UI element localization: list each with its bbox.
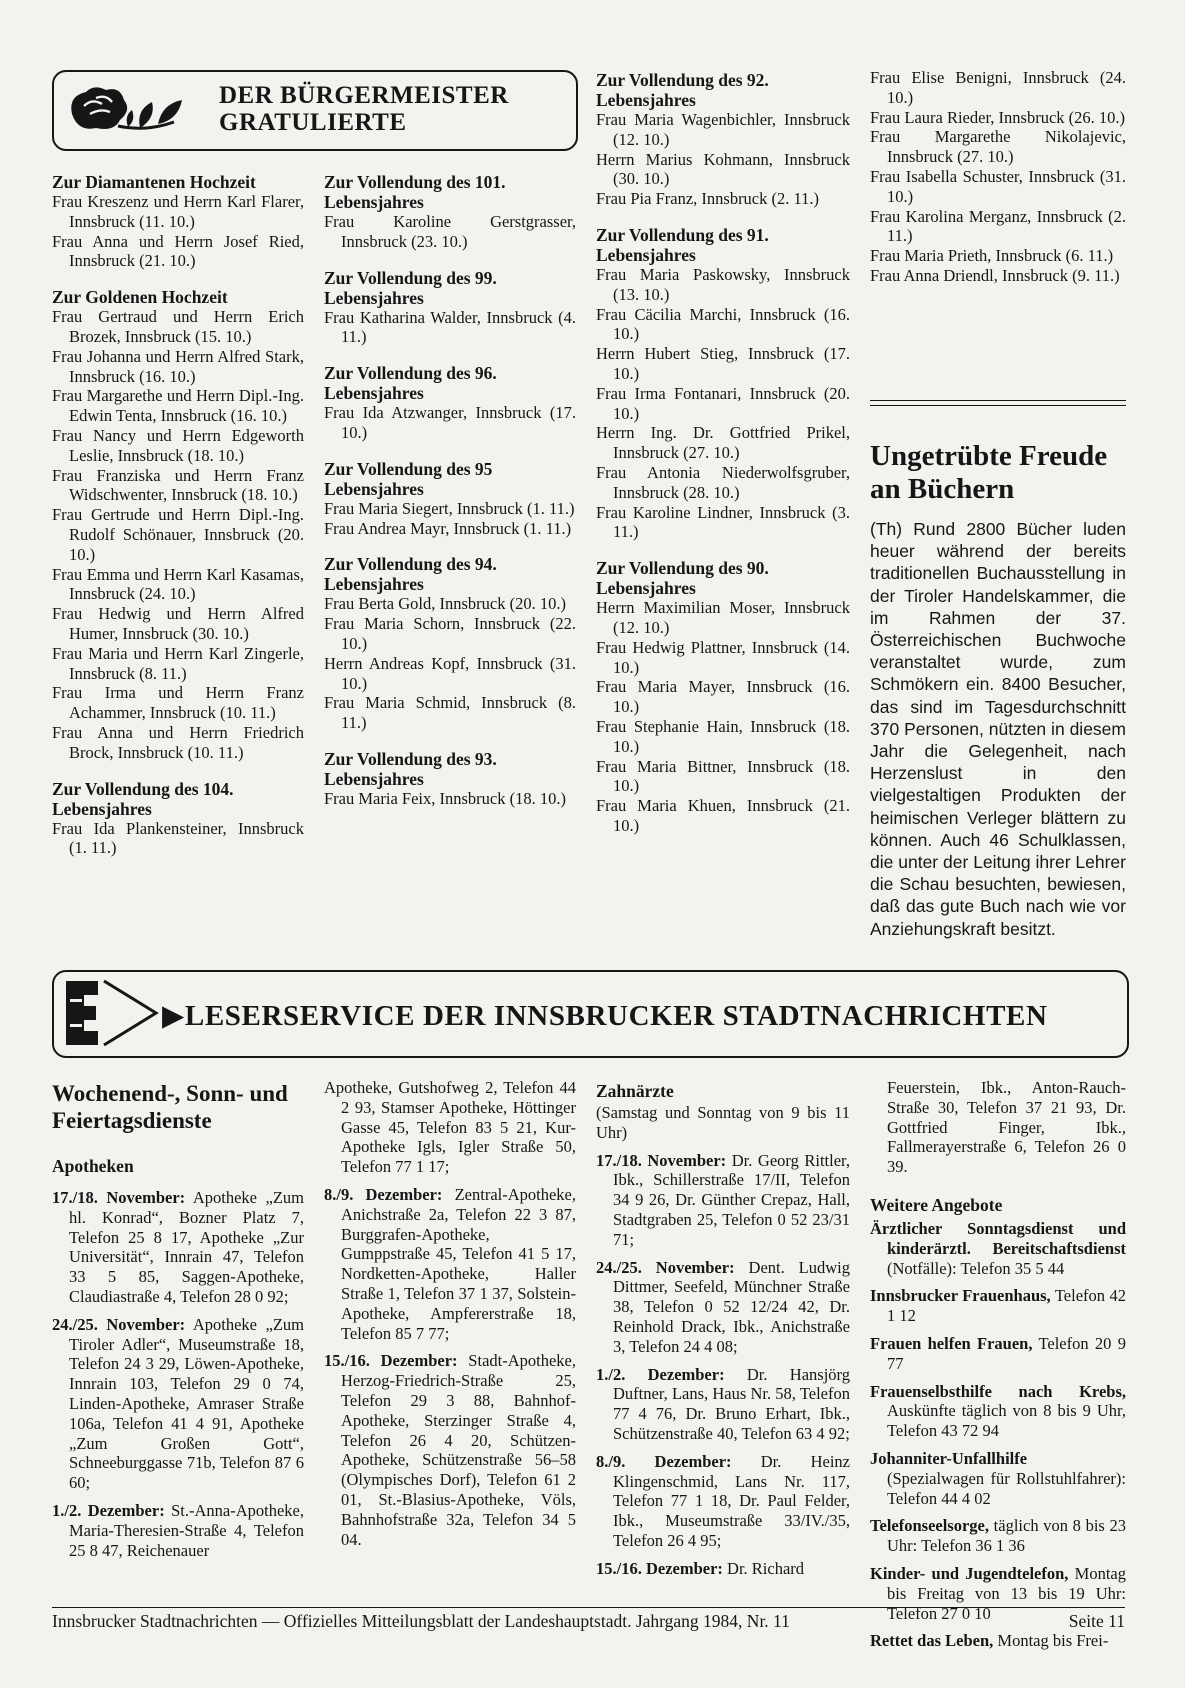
occasion-heading: Zur Vollendung des 92. Lebensjahres — [596, 70, 769, 110]
spacer — [324, 347, 576, 363]
service-entry — [596, 1258, 850, 1357]
entry-label: Rettet das Leben, — [870, 1631, 994, 1651]
service-entry — [870, 1219, 1126, 1278]
service-entry — [870, 1334, 1126, 1374]
congratulation-entry: Herrn Maximilian Moser, Innsbruck (12. 10.) — [596, 598, 850, 637]
spacer — [324, 733, 576, 749]
weitere-list — [870, 1219, 1126, 1651]
spacer — [324, 538, 576, 554]
weitere-heading: Weitere Angebote — [870, 1194, 1003, 1215]
service-entry — [870, 1286, 1126, 1326]
entry-label: 24./25. November: — [596, 1257, 735, 1277]
occasion-heading: Zur Vollendung des 95 Lebensjahres — [324, 458, 493, 499]
entry-label: 1./2. Dezember: — [596, 1364, 725, 1384]
congratulation-entry: Herrn Hubert Stieg, Innsbruck (17. 10.) — [596, 344, 850, 383]
congratulation-entry: Frau Hedwig Plattner, Innsbruck (14. 10.) — [596, 637, 850, 677]
gratulation-column-1 — [52, 172, 304, 858]
occasion-heading: Zur Vollendung des 91. Lebensjahres — [596, 224, 769, 265]
leserservice-title: ▶LESERSERVICE DER INNSBRUCKER STADTNACHRICHTEN — [162, 1000, 1048, 1032]
service-entry — [52, 1501, 304, 1560]
entry-text: Dr. Georg Rittler, Ibk., Schillerstraße 17/II, Telefon 34 9 26, Dr. Günther Crepaz, Hall, Stadtgraben 25, Telefon 0 52 23/31 71; — [613, 1150, 851, 1249]
congratulation-entry: Frau Anna und Herrn Friedrich Brock, Innsbruck (10. 11.) — [52, 722, 304, 762]
service-entry — [52, 1188, 304, 1307]
service-entry — [52, 1315, 304, 1493]
congratulation-entry: Frau Karoline Lindner, Innsbruck (3. 11.) — [596, 502, 850, 542]
entry-text: Apotheke „Zum hl. Konrad“, Bozner Platz 7, Telefon 25 8 17, Apotheke „Zur Universität“, Innrain 47, Telefon 33 5 85, Saggen-Apotheke, Claudiastraße 4, Telefon 28 0 92; — [69, 1188, 304, 1306]
leserservice-logo-icon — [64, 979, 160, 1047]
service-entry — [324, 1185, 576, 1343]
congratulation-entry: Herrn Marius Kohmann, Innsbruck (30. 10.) — [596, 149, 850, 189]
entry-text: Auskünfte täglich von 8 bis 9 Uhr, Telefon 43 72 94 — [887, 1401, 1126, 1441]
congratulation-entry: Frau Anna Driendl, Innsbruck (9. 11.) — [870, 265, 1120, 285]
congratulation-entry: Frau Stephanie Hain, Innsbruck (18. 10.) — [596, 716, 850, 756]
gratulation-column-4 — [870, 68, 1126, 286]
entry-label: 17./18. November: — [52, 1188, 186, 1207]
congratulation-entry: Frau Gertrude und Herrn Dipl.-Ing. Rudolf Schönauer, Innsbruck (20. 10.) — [52, 505, 304, 564]
zahnaerzte-subtitle: (Samstag und Sonntag von 9 bis 11 Uhr) — [596, 1103, 850, 1142]
entry-text: Dr. Hansjörg Duftner, Lans, Haus Nr. 58, Telefon 77 4 76, Dr. Bruno Erhart, Ibk., Schützenstraße 40, Telefon 63 4 92; — [613, 1364, 850, 1443]
service-entry — [596, 1365, 850, 1444]
entry-text: Apotheke, Gutshofweg 2, Telefon 44 2 93, Stamser Apotheke, Höttinger Gasse 45, Telefon 83 5 21, Kur-Apotheke Igls, Igler Straße 50, Telefon 77 1 17; — [324, 1078, 576, 1177]
congratulation-entry: Frau Laura Rieder, Innsbruck (26. 10.) — [870, 107, 1126, 127]
congratulation-entry: Frau Emma und Herrn Karl Kasamas, Innsbruck (24. 10.) — [52, 564, 304, 604]
service-column-4 — [870, 1078, 1126, 1659]
divider-rule — [870, 405, 1126, 406]
gratulation-column-3 — [596, 70, 850, 836]
zahnaerzte-list — [596, 1151, 850, 1579]
occasion-heading: Zur Vollendung des 90. Lebensjahres — [596, 558, 769, 599]
entry-label: 15./16. Dezember: — [324, 1351, 458, 1371]
congratulation-entry: Frau Anna und Herrn Josef Ried, Innsbruck (21. 10.) — [52, 231, 304, 271]
congratulation-entry: Herrn Ing. Dr. Gottfried Prikel, Innsbruck (27. 10.) — [596, 423, 850, 463]
article-title: Ungetrübte Freude an Büchern — [870, 440, 1108, 505]
occasion-heading: Zur Vollendung des 99. Lebensjahres — [324, 267, 497, 308]
service-column-2 — [324, 1078, 576, 1557]
occasion-heading: Zur Diamantenen Hochzeit — [52, 172, 256, 192]
entry-text: Stadt-Apotheke, Herzog-Friedrich-Straße 25, Telefon 29 3 88, Bahnhof-Apotheke, Sterzinger Straße 4, Telefon 26 4 20, Schützen-Apotheke, Schützenstraße 56–58 (Olympisches Dorf), Telefon 61 2 01, St.-Blasius-Apotheke, Völs, Bahnhofstraße 32a, Telefon 34 5 04. — [341, 1351, 576, 1549]
congratulation-entry: Frau Nancy und Herrn Edgeworth Leslie, Innsbruck (18. 10.) — [52, 425, 304, 465]
spacer — [324, 252, 576, 268]
service-column-3 — [596, 1081, 850, 1587]
occasion-heading: Zur Vollendung des 104. Lebensjahres — [52, 778, 234, 819]
entry-text: (Notfälle): Telefon 35 5 44 — [887, 1258, 1065, 1278]
occasion-heading: Zur Vollendung des 94. Lebensjahres — [324, 554, 497, 595]
congratulation-entry: Frau Irma und Herrn Franz Achammer, Innsbruck (10. 11.) — [52, 683, 304, 723]
congratulation-entry: Frau Pia Franz, Innsbruck (2. 11.) — [596, 189, 820, 209]
congratulation-entry: Frau Isabella Schuster, Innsbruck (31. 10.) — [870, 166, 1126, 206]
divider-rule — [870, 400, 1126, 401]
service-entry — [596, 1452, 850, 1551]
service-entry — [870, 1631, 1126, 1651]
service-entry — [870, 1449, 1126, 1508]
congratulation-entry: Frau Irma Fontanari, Innsbruck (20. 10.) — [596, 383, 850, 423]
service-entry — [596, 1151, 850, 1250]
occasion-heading: Zur Goldenen Hochzeit — [52, 287, 228, 308]
congratulation-entry: Frau Cäcilia Marchi, Innsbruck (16. 10.) — [596, 304, 850, 344]
article-body: (Th) Rund 2800 Bücher luden heuer während der bereits traditionellen Buchausstellung in der Tiroler Handelskammer, die im Rahmen der 37. Österreichischen Buchwoche veranstaltet wurde, zum Schmökern ein. 8400 Besucher, das sind im Tagesdurchschnitt 370 Personen, nützten in diesem Jahr die Gelegenheit, nach Herzenslust in den vielgestaltigen Produkten der heimischen Verleger blättern zu können. Auch 46 Schulklassen, die unter der Leitung ihrer Lehrer die Schau besuchten, bewiesen, daß das gute Buch nach wie vor Anziehungskraft besitzt. — [870, 519, 1126, 939]
congratulation-entry: Frau Johanna und Herrn Alfred Stark, Innsbruck (16. 10.) — [52, 346, 304, 386]
congratulation-entry: Frau Kreszenz und Herrn Karl Flarer, Innsbruck (11. 10.) — [52, 192, 304, 231]
entry-label: Ärztlicher Sonntagsdienst und kinderärztl. Bereitschaftsdienst — [870, 1218, 1126, 1258]
leserservice-banner — [52, 970, 1129, 1058]
occasion-heading: Zur Vollendung des 96. Lebensjahres — [324, 363, 497, 404]
entry-label: Telefonseelsorge, — [870, 1516, 989, 1536]
apotheken-heading: Apotheken — [52, 1156, 134, 1176]
congratulation-entry: Frau Margarethe und Herrn Dipl.-Ing. Edwin Tenta, Innsbruck (16. 10.) — [52, 386, 304, 426]
gratulation-header-box — [52, 70, 578, 151]
occasion-heading: Zur Vollendung des 101. Lebensjahres — [324, 172, 506, 212]
entry-label: 8./9. Dezember: — [324, 1184, 443, 1204]
congratulation-entry: Frau Antonia Niederwolfsgruber, Innsbruck (28. 10.) — [596, 462, 850, 502]
congratulation-entry: Frau Maria Prieth, Innsbruck (6. 11.) — [870, 246, 1114, 266]
congratulation-entry: Frau Andrea Mayr, Innsbruck (1. 11.) — [324, 518, 572, 538]
section-title: Wochenend-, Sonn- und Feiertagsdienste — [52, 1081, 288, 1133]
entry-label: Kinder- und Jugendtelefon, — [870, 1563, 1069, 1583]
entry-text: Telefon 42 1 12 — [887, 1286, 1127, 1326]
spacer — [596, 542, 850, 558]
congratulation-entry: Frau Maria Paskowsky, Innsbruck (13. 10.) — [596, 264, 850, 304]
congratulation-entry: Frau Maria Khuen, Innsbruck (21. 10.) — [596, 796, 850, 835]
entry-label: 15./16. Dezember: — [596, 1558, 723, 1578]
spacer — [52, 763, 304, 779]
service-entry — [870, 1516, 1126, 1556]
congratulation-entry: Frau Berta Gold, Innsbruck (20. 10.) — [324, 594, 566, 614]
entry-text: St.-Anna-Apotheke, Maria-Theresien-Straße 4, Telefon 25 8 47, Reichenauer — [69, 1500, 304, 1560]
service-entry — [596, 1559, 850, 1579]
apotheken-list-2 — [324, 1078, 576, 1549]
service-column-1 — [52, 1080, 304, 1568]
service-entry — [870, 1382, 1126, 1441]
spacer — [324, 443, 576, 459]
entry-label: 24./25. November: — [52, 1314, 186, 1334]
congratulation-entry: Frau Karoline Gerstgrasser, Innsbruck (23. 10.) — [324, 212, 576, 251]
gratulation-title: DER BÜRGERMEISTER GRATULIERTE — [219, 82, 509, 136]
service-entry — [324, 1078, 576, 1177]
entry-text: (Spezialwagen für Rollstuhlfahrer): Telefon 44 4 02 — [887, 1468, 1126, 1508]
congratulation-entry: Frau Maria Schmid, Innsbruck (8. 11.) — [324, 693, 576, 733]
page-number: Seite 11 — [1068, 1611, 1125, 1631]
congratulation-entry: Frau Ida Plankensteiner, Innsbruck (1. 11.) — [52, 818, 304, 858]
congratulation-entry: Frau Gertraud und Herrn Erich Brozek, Innsbruck (15. 10.) — [52, 307, 304, 346]
zahnaerzte-continuation: Feuerstein, Ibk., Anton-Rauch-Straße 30, Telefon 37 21 93, Dr. Gottfried Finger, Ibk., Fallmerayerstraße 6, Telefon 26 0 39. — [887, 1078, 1126, 1177]
page-footer — [52, 1607, 1125, 1632]
entry-label: Innsbrucker Frauenhaus, — [870, 1286, 1051, 1306]
congratulation-entry: Frau Maria Bittner, Innsbruck (18. 10.) — [596, 756, 850, 796]
rose-icon — [62, 80, 188, 140]
entry-text: Montag bis Freitag von 13 bis 19 Uhr: Telefon 27 0 10 — [887, 1563, 1126, 1623]
entry-text: täglich von 8 bis 23 Uhr: Telefon 36 1 36 — [887, 1516, 1126, 1556]
entry-text: Dr. Heinz Klingenschmid, Lans Nr. 117, Telefon 77 1 18, Dr. Paul Felder, Ibk., Museumstraße 33/IV./35, Telefon 26 4 95; — [613, 1451, 850, 1550]
congratulation-entry: Frau Margarethe Nikolajevic, Innsbruck (27. 10.) — [870, 127, 1126, 167]
spacer — [52, 271, 304, 287]
congratulation-entry: Frau Maria und Herrn Karl Zingerle, Innsbruck (8. 11.) — [52, 643, 304, 683]
service-entry — [324, 1351, 576, 1549]
footer-text: Innsbrucker Stadtnachrichten — Offizielles Mitteilungsblatt der Landeshauptstadt. Jahrgang 1984, Nr. 11 — [52, 1611, 790, 1631]
article — [870, 440, 1126, 940]
entry-text: Montag bis Frei- — [993, 1631, 1109, 1651]
entry-label: Frauenselbsthilfe nach Krebs, — [870, 1381, 1126, 1401]
congratulation-entry: Frau Karolina Merganz, Innsbruck (2. 11.) — [870, 206, 1126, 246]
congratulation-entry: Frau Franziska und Herrn Franz Widschwenter, Innsbruck (18. 10.) — [52, 465, 304, 505]
entry-text: Dent. Ludwig Dittmer, Seefeld, Münchner Straße 38, Telefon 0 52 12/24 42, Dr. Reinhold Drack, Ibk., Anichstraße 3, Telefon 24 4 08; — [613, 1257, 851, 1356]
apotheken-list-1 — [52, 1188, 304, 1560]
congratulation-entry: Frau Maria Mayer, Innsbruck (16. 10.) — [596, 677, 850, 717]
congratulation-entry: Frau Ida Atzwanger, Innsbruck (17. 10.) — [324, 403, 576, 442]
congratulation-entry: Frau Hedwig und Herrn Alfred Humer, Innsbruck (30. 10.) — [52, 604, 304, 643]
entry-text: Apotheke „Zum Tiroler Adler“, Museumstraße 18, Telefon 24 3 29, Löwen-Apotheke, Innrain 103, Telefon 29 0 74, Linden-Apotheke, Amraser Straße 106a, Telefon 41 4 91, Apotheke „Zum Großen Gott“, Schneeburggasse 71b, Telefon 87 6 60; — [69, 1314, 304, 1493]
entry-label: Frauen helfen Frauen, — [870, 1333, 1033, 1353]
congratulation-entry: Frau Elise Benigni, Innsbruck (24. 10.) — [870, 68, 1126, 107]
spacer — [596, 209, 850, 225]
congratulation-entry: Herrn Andreas Kopf, Innsbruck (31. 10.) — [324, 653, 576, 693]
congratulation-entry: Frau Maria Siegert, Innsbruck (1. 11.) — [324, 498, 575, 518]
entry-text: Telefon 20 9 77 — [887, 1333, 1126, 1373]
congratulation-entry: Frau Maria Wagenbichler, Innsbruck (12. 10.) — [596, 110, 850, 149]
entry-label: 17./18. November: — [596, 1150, 727, 1170]
entry-label: 8./9. Dezember: — [596, 1451, 732, 1471]
congratulation-entry: Frau Katharina Walder, Innsbruck (4. 11.) — [324, 307, 576, 347]
zahnaerzte-heading: Zahnärzte — [596, 1081, 674, 1101]
entry-label: 1./2. Dezember: — [52, 1500, 165, 1520]
congratulation-entry: Frau Maria Feix, Innsbruck (18. 10.) — [324, 788, 566, 808]
gratulation-column-2 — [324, 172, 576, 809]
entry-text: Zentral-Apotheke, Anichstraße 2a, Telefon 22 3 87, Burggrafen-Apotheke, Gumppstraße 45, Telefon 41 5 17, Nordketten-Apotheke, Haller Straße 1, Telefon 37 1 37, Solstein-Apotheke, Ampfererstraße 18, Telefon 85 7 77; — [341, 1184, 576, 1343]
congratulation-entry: Frau Maria Schorn, Innsbruck (22. 10.) — [324, 614, 576, 653]
occasion-heading: Zur Vollendung des 93. Lebensjahres — [324, 748, 497, 789]
entry-text: Dr. Richard — [722, 1558, 805, 1578]
entry-label: Johanniter-Unfallhilfe — [870, 1448, 1028, 1468]
